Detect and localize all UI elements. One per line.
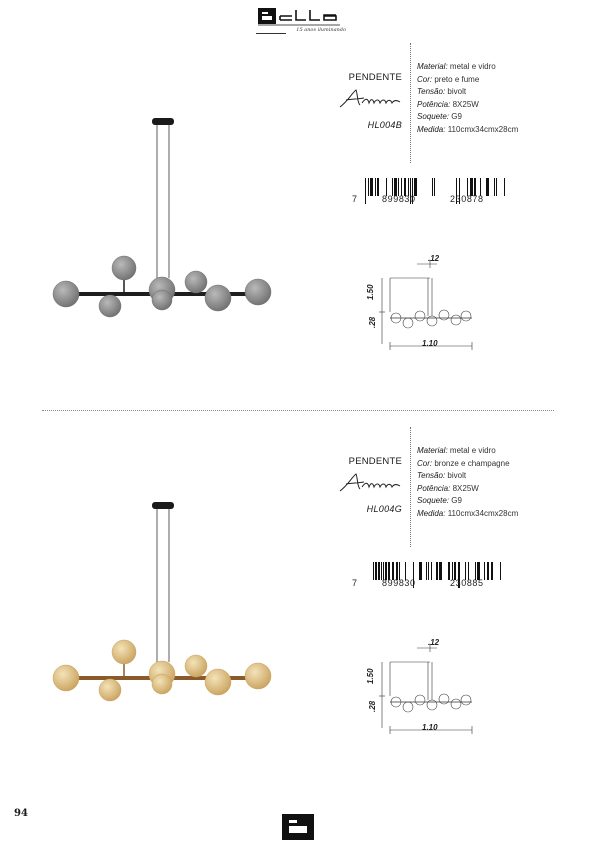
spec-voltage — [417, 86, 518, 99]
spec-key: Soquete: — [417, 496, 450, 505]
dim-top: .12 — [428, 638, 440, 647]
barcode-bar — [487, 562, 489, 580]
spec-key: Material: — [417, 446, 448, 455]
canopy — [152, 502, 174, 509]
barcode-bar — [504, 178, 505, 196]
product-code: HL004B — [367, 120, 402, 130]
dim-depth: .28 — [368, 700, 377, 712]
glass-globe — [245, 663, 271, 689]
dim-height: 1.50 — [366, 284, 375, 300]
spec-key: Soquete: — [417, 112, 450, 121]
barcode — [352, 560, 512, 600]
dimension-drawing — [362, 638, 480, 738]
collection-signature — [338, 87, 402, 111]
header-logo — [252, 6, 344, 38]
spec-separator — [410, 43, 411, 163]
product-hl004g — [0, 420, 595, 810]
product-hl004b — [0, 36, 595, 426]
barcode-bar — [375, 562, 377, 580]
spec-power — [417, 99, 518, 112]
spec-material — [417, 61, 518, 74]
glass-globe — [112, 256, 136, 280]
barcode-bar — [431, 562, 432, 580]
barcode-bar — [484, 562, 485, 580]
barcode-bar — [419, 562, 422, 580]
product-code: HL004G — [366, 504, 402, 514]
spec-socket — [417, 495, 518, 508]
dim-width: 1.10 — [422, 723, 438, 732]
glass-globe — [53, 281, 79, 307]
bella-logo — [258, 6, 340, 26]
spec-power — [417, 483, 518, 496]
canopy — [152, 118, 174, 125]
spec-socket — [417, 111, 518, 124]
spec-value: bronze e champagne — [434, 458, 510, 468]
spec-key: Medida: — [417, 508, 446, 518]
spec-value: G9 — [451, 496, 462, 505]
collection-signature — [338, 471, 402, 495]
glass-globe — [99, 295, 121, 317]
spec-key: Cor: — [417, 458, 433, 468]
barcode-bar — [432, 178, 433, 196]
barcode-bar — [373, 562, 374, 580]
barcode-bar — [434, 178, 435, 196]
glass-globe — [99, 679, 121, 701]
barcode-bar — [439, 562, 442, 580]
barcode-bar — [500, 562, 501, 580]
brand-tagline: 15 anos iluminando — [296, 27, 346, 33]
spec-value: bivolt — [447, 471, 467, 480]
glass-globe — [112, 640, 136, 664]
glass-globe — [205, 285, 231, 311]
spec-value: 110cmx34cmx28cm — [447, 508, 519, 518]
spec-key: Tensão: — [417, 87, 446, 96]
spec-value: 110cmx34cmx28cm — [447, 124, 519, 134]
barcode-bar — [377, 178, 379, 196]
dim-top: .12 — [428, 254, 440, 263]
dim-height: 1.50 — [366, 668, 375, 684]
barcode-digit-prefix: 7 — [352, 578, 358, 588]
glass-globe — [53, 665, 79, 691]
spec-voltage — [417, 470, 518, 483]
dimension-diagram — [362, 254, 480, 354]
spec-value: metal e vidro — [449, 446, 496, 455]
spec-key: Potência: — [417, 483, 451, 493]
barcode-bar — [436, 562, 438, 580]
glass-globe — [205, 669, 231, 695]
product-photo — [46, 498, 278, 718]
glass-globe — [185, 655, 207, 677]
spec-size — [417, 124, 518, 137]
barcode-bar — [365, 178, 366, 204]
spec-value: 8X25W — [452, 483, 479, 493]
spec-value: bivolt — [447, 87, 467, 96]
spec-list — [417, 61, 518, 136]
footer-logo — [282, 814, 314, 840]
barcode-digits-right: 230878 — [450, 194, 484, 204]
spec-key: Potência: — [417, 99, 451, 109]
spec-key: Material: — [417, 62, 448, 71]
barcode-bar — [368, 178, 369, 196]
barcode-bar — [428, 562, 429, 580]
barcode-digits-right: 230885 — [450, 578, 484, 588]
barcode-bar — [370, 178, 373, 196]
barcode-bar — [486, 178, 489, 196]
product-type: PENDENTE — [348, 456, 402, 467]
barcode — [352, 176, 512, 216]
dim-width: 1.10 — [422, 339, 438, 348]
tagline-underline — [256, 33, 286, 34]
dim-depth: .28 — [368, 316, 377, 328]
section-divider — [42, 410, 554, 411]
dimension-diagram — [362, 638, 480, 738]
spec-color — [417, 74, 518, 87]
barcode-bar — [378, 562, 380, 580]
barcode-bar — [491, 562, 493, 580]
spec-value: preto e fume — [434, 74, 480, 84]
spec-color — [417, 458, 518, 471]
spec-separator — [410, 427, 411, 547]
spec-list — [417, 445, 518, 520]
glass-globe — [152, 290, 172, 310]
spec-material — [417, 445, 518, 458]
page-number: 94 — [14, 808, 28, 819]
spec-key: Tensão: — [417, 471, 446, 480]
barcode-digits-left: 899830 — [382, 578, 416, 588]
spec-key: Medida: — [417, 124, 446, 134]
barcode-digits-left: 899830 — [382, 194, 416, 204]
barcode-bar — [375, 178, 376, 196]
barcode-bar — [496, 178, 497, 196]
spec-value: 8X25W — [452, 99, 479, 109]
spec-size — [417, 508, 518, 521]
glass-globe — [152, 674, 172, 694]
glass-globe — [185, 271, 207, 293]
barcode-bar — [494, 178, 495, 196]
dimension-drawing — [362, 254, 480, 354]
barcode-digit-prefix: 7 — [352, 194, 358, 204]
product-type: PENDENTE — [348, 72, 402, 83]
barcode-bar — [426, 562, 427, 580]
product-photo — [46, 114, 278, 334]
glass-globe — [245, 279, 271, 305]
spec-value: G9 — [451, 112, 462, 121]
spec-value: metal e vidro — [449, 62, 496, 71]
spec-key: Cor: — [417, 74, 433, 84]
